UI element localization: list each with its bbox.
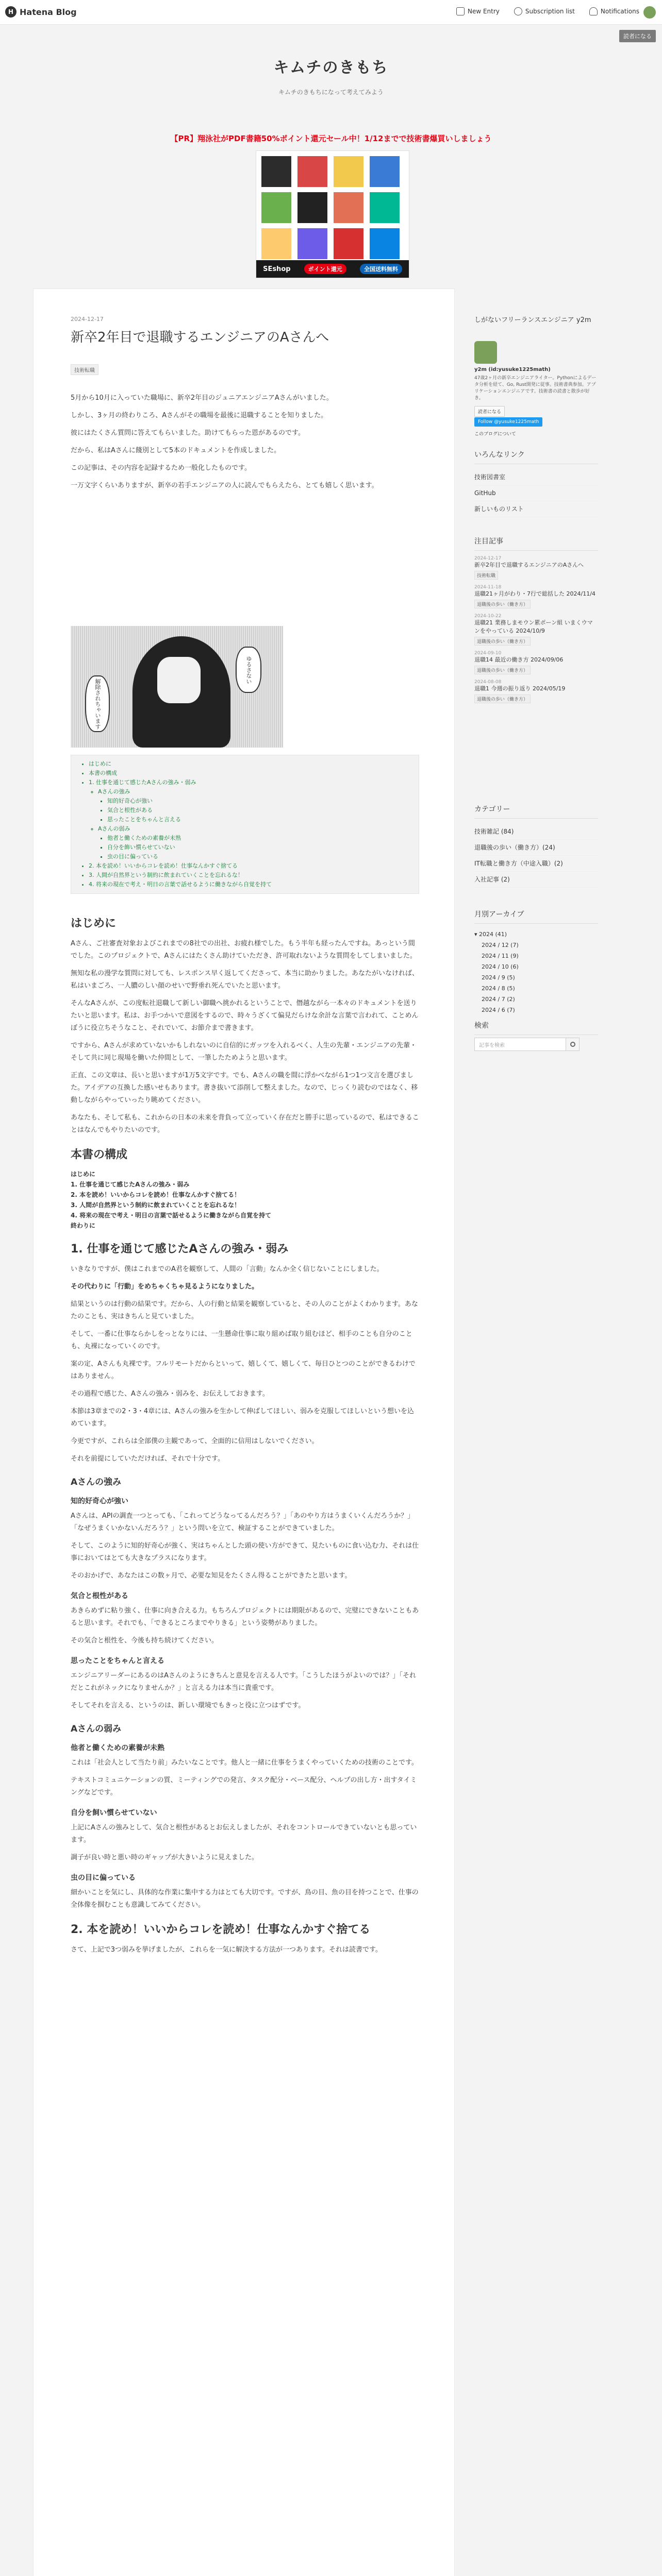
category-link[interactable]: IT転職と働き方（中途入職）(2) bbox=[474, 856, 598, 872]
sidebar-recent bbox=[474, 536, 598, 703]
notifications-label: Notifications bbox=[600, 8, 639, 15]
subsubsection-heading: 知的好奇心が強い bbox=[71, 1497, 128, 1505]
new-entry-link[interactable] bbox=[456, 7, 500, 15]
body-para: 無知な私の漫学な質問に対しても、レスポンス早く返してくださって、本当に助かりました。あなたがいなければ、私はいまごろ、一人膿のしい顔のせいで野垂れ死んでいたと思います。 bbox=[71, 970, 419, 990]
body-para: 細かいことを気にし、具体的な作業に集中する力はとても大切です。ですが、鳥の目、魚の目を持つことで、仕事の全体像を掴むことも意識してみてください。 bbox=[71, 1889, 419, 1909]
body-para: さて、上記で3つ弱みを挙げましたが、これらを一気に解決する方法が一つあります。それは読書です。 bbox=[71, 1946, 382, 1954]
intro-para: だから、私はAさんに餞別として5本のドキュメントを作成しました。 bbox=[71, 447, 281, 454]
blog-title[interactable]: キムチのきもち bbox=[273, 59, 389, 77]
article-title[interactable]: 新卒2年目で退職するエンジニアのAさんへ bbox=[71, 330, 329, 345]
sidebar-link[interactable]: GitHub bbox=[474, 485, 598, 501]
body-para: そのおかげで、あなたはこの数ヶ月で、必要な知見をたくさん得ることができたと思います。 bbox=[71, 1572, 352, 1580]
body-para: あきらめずに粘り強く、仕事に向き合える力。もちろんプロジェクトには期限があるので、完璧にできないこともあると思います。それでも、「できるところまでやりきる」という姿勢がありました。 bbox=[71, 1607, 419, 1627]
user-avatar[interactable] bbox=[643, 6, 656, 19]
article-date[interactable]: 2024-12-17 bbox=[71, 316, 104, 323]
archive-month[interactable]: 2024 / 7 (2) bbox=[482, 996, 515, 1003]
toc-item[interactable]: • 3. 人間が自然界という制約に飲まれていくことを忘れるな！ bbox=[89, 871, 415, 880]
bell-icon bbox=[589, 7, 598, 15]
body-para: これは「社会人として当たり前」みたいなことです。他人と一緒に仕事をうまくやっていくための技術のことです。 bbox=[71, 1759, 418, 1767]
section-heading: 1. 仕事を通じて感じたAさんの強み・弱み bbox=[71, 1243, 289, 1256]
hatena-logo-icon: H bbox=[5, 6, 16, 18]
body-para: 結果というのは行動の結果です。だから、人の行動と結果を観察していると、その人のことがよくわかります。あなたのことも、実はきちんと見ていました。 bbox=[71, 1300, 418, 1320]
body-para: あなたも、そして私も、これからの日本の未来を背負って立っていく存在だと勝手に思っているので、私はできることはなんでもやりたいのです。 bbox=[71, 1114, 419, 1134]
archive-month[interactable]: 2024 / 9 (5) bbox=[482, 974, 515, 981]
article-category-tag[interactable]: 技術転職 bbox=[71, 364, 98, 375]
toc-item[interactable]: ▪ 思ったことをちゃんと言える bbox=[107, 815, 415, 824]
profile-id[interactable]: y2m (id:yusuke1225math) bbox=[474, 367, 551, 372]
new-entry-label: New Entry bbox=[467, 8, 500, 15]
archive-month[interactable]: 2024 / 12 (7) bbox=[482, 942, 519, 948]
promo-badge-shipping: 全国送料無料 bbox=[360, 264, 402, 274]
section-heading: はじめに bbox=[71, 917, 117, 930]
section-heading: 2. 本を読め！いいからコレを読め！仕事なんかすぐ捨てる bbox=[71, 1923, 371, 1936]
sidebar-categories bbox=[474, 804, 598, 888]
search-input[interactable]: 記事を検索 bbox=[474, 1038, 566, 1051]
blog-header bbox=[0, 25, 662, 128]
body-para: そして、このように知的好奇心が強く、実はちゃんとした頭の使い方ができて、見たいものに食い込む力、それは仕事においてはとても大きなプラスになります。 bbox=[71, 1542, 419, 1562]
hero-bubble-left: 解除されちゃいます bbox=[85, 675, 110, 732]
toc-item[interactable]: • 2. 本を読め！いいからコレを読め！仕事なんかすぐ捨てる bbox=[89, 861, 415, 871]
article-body bbox=[71, 905, 419, 1961]
body-para: そして、一番に仕事ならかしをっとなりには、一生懸命仕事に取り組めば取り組むほど、相手のことも自分のことも、丸裸になっていくのです。 bbox=[71, 1330, 412, 1350]
search-heading: 検索 bbox=[474, 1020, 598, 1035]
intro-para: 彼にはたくさん質問に答えてもらいました。助けてもらった恩があるのです。 bbox=[71, 429, 305, 437]
body-para: 案の定、Aさんも丸裸です。フルリモートだからといって、嬉しくて、嬉しくて、毎日ひとつのことができるわけではありません。 bbox=[71, 1360, 416, 1380]
body-para: いきなりですが、僕はこれまでのA君を観察して、人間の「言動」なんか全く信じないことにしました。 bbox=[71, 1265, 384, 1273]
notifications-link[interactable] bbox=[589, 7, 639, 15]
sidebar-links bbox=[474, 449, 598, 517]
subscription-link[interactable] bbox=[514, 7, 575, 15]
sidebar-archive bbox=[474, 909, 598, 1015]
toc-item[interactable]: ▪ 他者と働くための素養が未熟 bbox=[107, 834, 415, 843]
promo-banner[interactable] bbox=[256, 150, 409, 278]
list-icon bbox=[514, 7, 522, 15]
subscribe-button[interactable]: 読者になる bbox=[474, 406, 505, 417]
hero-bubble-right: ゆるさない bbox=[236, 647, 261, 693]
archive-year[interactable]: ▾ 2024 (41) bbox=[474, 931, 507, 938]
hero-image bbox=[71, 626, 283, 748]
toc-item[interactable]: ▪ 知的好奇心が強い bbox=[107, 796, 415, 806]
toc-item[interactable]: ▪ 虫の目に偏っている bbox=[107, 852, 415, 861]
subsubsection-heading: 自分を飼い慣らせていない bbox=[71, 1809, 157, 1817]
body-para: 上記にAさんの強みとして、気合と根性があるとお伝えしましたが、それをコントロールできていないとも思っています。 bbox=[71, 1824, 417, 1844]
toc-item[interactable]: • 本書の構成 bbox=[89, 769, 415, 778]
subscribe-button-top[interactable]: 読者になる bbox=[619, 30, 656, 42]
toc-item[interactable]: • 1. 仕事を通じて感じたAさんの強み・弱み ◦ Aさんの強み ▪ 知的好奇心が強い ▪ 気合と根性がある ▪ 思ったことをちゃんと言える ◦ Aさんの弱み ▪ 他者と働くための素養が未熟 ▪ 自分を飾い慣らせていない ▪ 虫の目に偏っている bbox=[89, 778, 415, 861]
sidebar-link[interactable]: 技術図書室 bbox=[474, 469, 598, 485]
body-para: Aさん、ご社審査対象およびこれまでの8社での出社、お疲れ様でした。もう半年も経ったんですね。あっという間でした。このプロジェクトで、Aさんにはたくさん助けていただき、許可取れないような質問をしてしまいました。 bbox=[71, 940, 417, 960]
body-para: それを前提にしていただければ、それで十分です。 bbox=[71, 1455, 224, 1463]
blog-description: キムチのきもちになって考えてみよう bbox=[278, 89, 384, 96]
intro-para: 一万文字くらいありますが、新卒の若手エンジニアの人に読んでもらえたら、とても嬉しく思います。 bbox=[71, 482, 378, 489]
subscription-label: Subscription list bbox=[525, 8, 575, 15]
sidebar-link[interactable]: 新しいものリスト bbox=[474, 501, 598, 517]
body-para: 今更ですが、これらは全部僕の主観であって、全面的に信用はしないでください。 bbox=[71, 1437, 319, 1445]
subsubsection-heading: 思ったことをちゃんと言える bbox=[71, 1657, 164, 1665]
links-heading: いろんなリンク bbox=[474, 449, 598, 464]
toc-item[interactable]: ▪ 気合と根性がある bbox=[107, 806, 415, 815]
body-para: Aさんは、APIの調査一つとっても、「これってどうなってるんだろう？」「あのやり方はうまくいくんだろうか？」「なぜうまくいかないんだろう？」という問いを立て、検証することができていました。 bbox=[71, 1512, 415, 1532]
body-para: そんなAさんが、この度転社退職して新しい御職へ挑かれるということで、僭越ながら一本々のドキュメントを送りたいと思います。私は、お手つかいで意図をするので、時々うざくて偏見だらけな余計な言葉で言われて、ことめんぼうに役立ちそうなこと、それでいて、お節介まで書きます。 bbox=[71, 999, 419, 1032]
intro-para: この記事は、その内容を記録するため一般化したものです。 bbox=[71, 464, 251, 472]
body-para: ですから、Aさんが求めていないかもしれないのに自信的にガッツを入れるべく、人生の先輩・エンジニアの先輩・そして共に同じ現場を働いた仲間として、一筆したためようと思います。 bbox=[71, 1042, 417, 1062]
hatena-logo[interactable] bbox=[5, 6, 77, 18]
promo-shop-name: SEshop bbox=[263, 265, 291, 273]
hatena-logo-text: Hatena Blog bbox=[20, 7, 77, 17]
subsubsection-heading: 他者と働くための素養が未熟 bbox=[71, 1744, 164, 1752]
toc-item[interactable]: ◦ Aさんの強み ▪ 知的好奇心が強い ▪ 気合と根性がある ▪ 思ったことをちゃんと言える bbox=[98, 787, 415, 824]
promo-label bbox=[256, 260, 409, 278]
body-para: 調子が良い時と悪い時のギャップが大きいように見えました。 bbox=[71, 1854, 259, 1861]
search-icon bbox=[570, 1042, 575, 1047]
recent-entry[interactable]: 2024-10-22 退職21 業務しまモウン累ポーン組 いまくウマンをやっている 2024/10/9 退職後の歩い（働き方） bbox=[474, 614, 593, 645]
article bbox=[33, 289, 455, 2576]
search-button[interactable] bbox=[566, 1038, 580, 1051]
intro-para: しかし、3ヶ月の終わりころ、Aさんがその職場を最後に退職することを知りました。 bbox=[71, 412, 328, 419]
category-link[interactable]: 技術雑記 (84) bbox=[474, 824, 598, 840]
body-para: 正直、この文章は、長いと思いますが1万5文字です。でも、Aさんの職を間に浮かべながら1つ1つ文言を選びました。アイデアの互換した感いせもあります。書き抜いて添削して整えました。なので、じっくり読むのではなく、移動しながらやっていったり眺めてください。 bbox=[71, 1072, 418, 1104]
pencil-icon bbox=[456, 7, 465, 15]
toc-item[interactable]: • はじめに bbox=[89, 759, 415, 769]
body-para: そしてそれを言える、というのは、新しい環境でもきっと役に立つはずです。 bbox=[71, 1702, 305, 1709]
subsection-heading: Aさんの弱み bbox=[71, 1724, 122, 1734]
subsubsection-heading: 虫の目に偏っている bbox=[71, 1874, 136, 1882]
archive-heading: 月別アーカイブ bbox=[474, 909, 598, 924]
profile-blog-name[interactable]: しがないフリーランスエンジニア y2m bbox=[474, 316, 591, 324]
promo-badge-points: ポイント還元 bbox=[304, 264, 346, 274]
section-heading: 本書の構成 bbox=[71, 1148, 128, 1161]
structure-list: はじめに 1. 仕事を通じて感じたAさんの強み・弱み 2. 本を読め！いいからコレを読め！仕事なんかすぐ捨てる！ 3. 人間が自然界という制約に飲まれていくことを忘れるな！ 4. 将来の現在で考え・明日の言葉で話せるように働きながら自覚を持て 終わりに bbox=[71, 1171, 272, 1229]
table-of-contents bbox=[71, 755, 419, 894]
global-bar bbox=[0, 0, 662, 25]
recent-entry[interactable]: 2024-08-08 退職1 今週の振り返り 2024/05/19 退職後の歩い（働き方） bbox=[474, 680, 566, 702]
recent-heading: 注目記事 bbox=[474, 536, 598, 551]
recent-entry[interactable]: 2024-09-10 退職14 最近の働き方 2024/09/06 退職後の歩い（働き方） bbox=[474, 651, 564, 673]
archive-month[interactable]: 2024 / 8 (5) bbox=[482, 985, 515, 992]
archive-month[interactable]: 2024 / 6 (7) bbox=[482, 1007, 515, 1013]
toc-item[interactable]: ◦ Aさんの弱み ▪ 他者と働くための素養が未熟 ▪ 自分を飾い慣らせていない ▪ 虫の目に偏っている bbox=[98, 824, 415, 861]
body-para: テキストコミュニケーションの質、ミーティングでの発言、タスク配分・ベース配分、ヘルプの出し方・出すタイミングなどです。 bbox=[71, 1776, 417, 1797]
categories-heading: カテゴリー bbox=[474, 804, 598, 819]
body-para: その気合と根性を、今後も持ち続けてください。 bbox=[71, 1637, 219, 1645]
profile-description: 47歳2ヶ月の新卒エンジニアライター。Pythonによるデータ分析を経て、Go, Rust開発に従事。技術書典参加。アプリケーションエンジニアです。技術書の読書と散歩が好き。 bbox=[474, 376, 597, 401]
subsection-heading: Aさんの強み bbox=[71, 1477, 122, 1487]
subsubsection-heading: 気合と根性がある bbox=[71, 1592, 128, 1600]
archive-month[interactable]: 2024 / 10 (6) bbox=[482, 963, 519, 970]
body-para: エンジニアリーダーにあるのはAさんのようにきちんと意見を言える人です。「こうしたほうがよいのでは？」「それだとこれがネックになりませんか？」と言える力は本当に貴重です。 bbox=[71, 1672, 417, 1692]
follow-button[interactable]: Follow @yusuke1225math bbox=[474, 417, 542, 427]
sidebar-profile bbox=[474, 315, 598, 326]
body-para: その過程で感じた、Aさんの強み・弱みを、お伝えしておきます。 bbox=[71, 1390, 269, 1398]
category-link[interactable]: 退職後の歩い（働き方）(24) bbox=[474, 840, 598, 856]
recent-entry[interactable]: 2024-11-18 退職21ヶ月がわり・7行で総括した 2024/11/4 退職後の歩い（働き方） bbox=[474, 585, 595, 607]
intro-para: 5月から10月に入っていた職場に、新卒2年目のジュニアエンジニアAさんがいました。 bbox=[71, 394, 333, 402]
toc-item[interactable]: ▪ 自分を飾い慣らせていない bbox=[107, 843, 415, 852]
about-blog-link[interactable]: このブログについて bbox=[474, 432, 516, 437]
article-intro bbox=[71, 392, 419, 497]
body-para: 本節は3章までの2・3・4章には、Aさんの強みを生かして伸ばしてほしい、弱みを克服してほしいという想いを込めています。 bbox=[71, 1408, 414, 1428]
profile-avatar[interactable] bbox=[474, 341, 497, 364]
promo-text[interactable]: 【PR】翔泳社がPDF書籍50%ポイント還元セール中！1/12までで技術書爆買いしましょう bbox=[170, 134, 492, 143]
category-link[interactable]: 入社記事 (2) bbox=[474, 872, 598, 888]
toc-item[interactable]: • 4. 将来の現在で考え・明日の言葉で話せるように働きながら自覚を持て bbox=[89, 880, 415, 889]
recent-entry[interactable]: 2024-12-17 新卒2年目で退職するエンジニアのAさんへ 技術転職 bbox=[474, 556, 584, 579]
archive-month[interactable]: 2024 / 11 (9) bbox=[482, 953, 519, 959]
body-para: その代わりに「行動」をめちゃくちゃ見るようになりました。 bbox=[71, 1283, 259, 1291]
